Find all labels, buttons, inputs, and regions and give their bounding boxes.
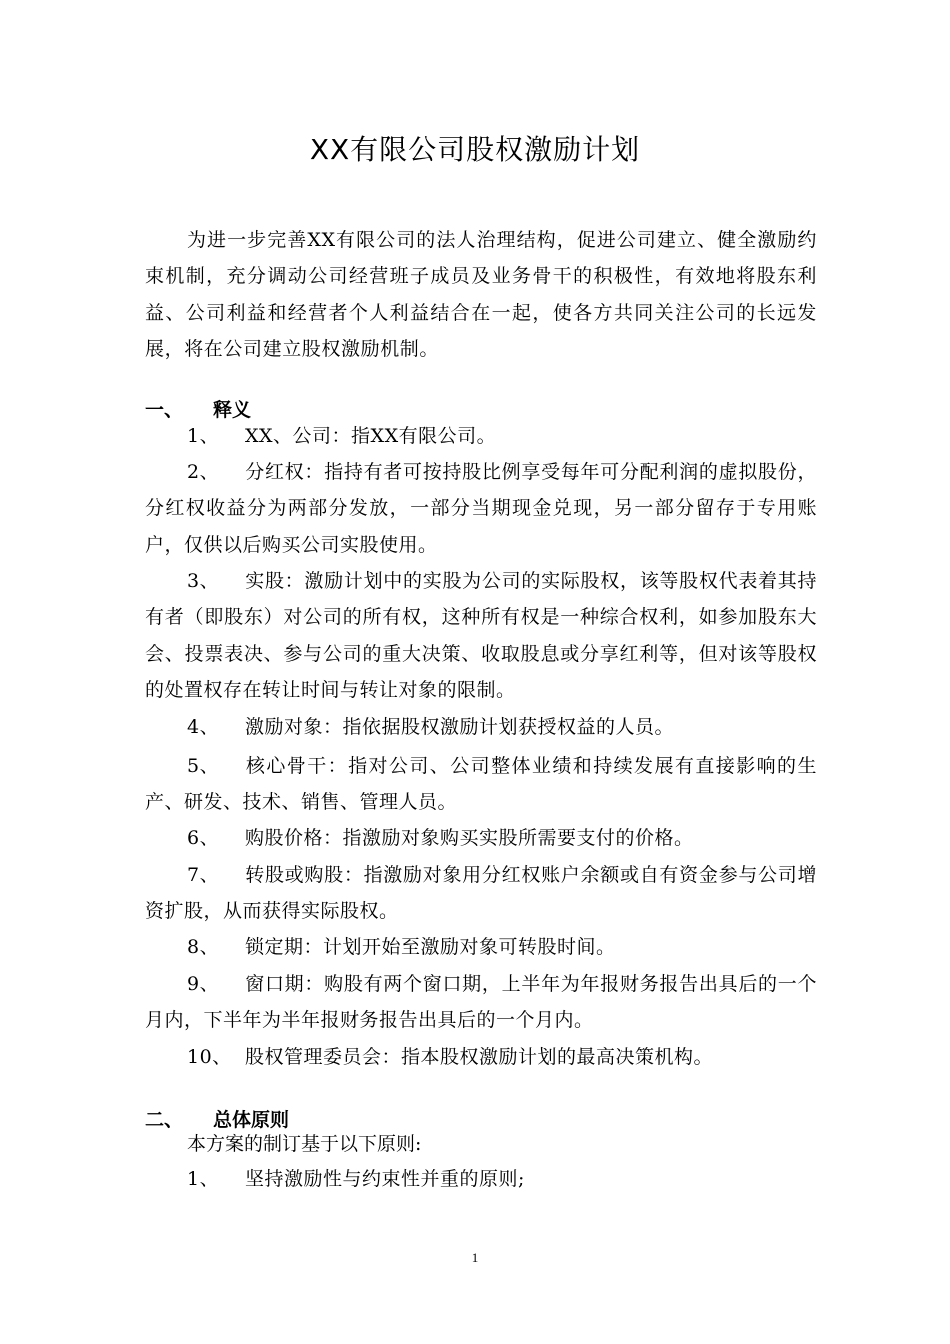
list-item (145, 418, 817, 454)
item-text: XX、公司：指XX有限公司。 (245, 425, 497, 447)
list-item (145, 929, 817, 965)
list-item (145, 857, 817, 930)
list-item (145, 1161, 817, 1197)
list-item (145, 748, 817, 821)
item-text: 分红权：指持有者可按持股比例享受每年可分配利润的虚拟股份，分红权收益分为两部分发放，一部分当期现金兑现，另一部分留存于专用账户，仅供以后购买公司实股使用。 (145, 461, 817, 556)
item-text: 转股或购股：指激励对象用分红权账户余额或自有资金参与公司增资扩股，从而获得实际股权。 (145, 864, 817, 923)
list-item (145, 820, 817, 856)
list-item (145, 454, 817, 563)
list-item (145, 709, 817, 745)
intro-paragraph: 为进一步完善XX有限公司的法人治理结构，促进公司建立、健全激励约束机制，充分调动公司经营班子成员及业务骨干的积极性，有效地将股东利益、公司利益和经营者个人利益结合在一起，使各方共同关注公司的长远发展，将在公司建立股权激励机制。 (145, 229, 817, 360)
item-number: 10、 (187, 1046, 232, 1068)
item-text: 激励对象：指依据股权激励计划获授权益的人员。 (245, 716, 675, 738)
section-title: 释义 (213, 399, 252, 421)
item-text: 核心骨干：指对公司、公司整体业绩和持续发展有直接影响的生产、研发、技术、销售、管理人员。 (145, 755, 817, 814)
section-lead-text: 本方案的制订基于以下原则: (187, 1133, 422, 1155)
item-text: 购股价格：指激励对象购买实股所需要支付的价格。 (245, 827, 694, 849)
item-number: 7、 (187, 864, 220, 886)
item-number: 4、 (187, 716, 220, 738)
item-text: 锁定期：计划开始至激励对象可转股时间。 (245, 936, 616, 958)
item-number: 8、 (187, 936, 220, 958)
item-number: 6、 (187, 827, 220, 849)
item-number: 3、 (187, 570, 220, 592)
section-number: 一、 (145, 399, 184, 421)
section-heading-2 (145, 1107, 289, 1133)
item-text: 股权管理委员会：指本股权激励计划的最高决策机构。 (245, 1046, 714, 1068)
item-number: 1、 (187, 1168, 220, 1190)
item-text: 窗口期：购股有两个窗口期，上半年为年报财务报告出具后的一个月内，下半年为半年报财务报告出具后的一个月内。 (145, 973, 817, 1032)
page-number: 1 (471, 1250, 479, 1265)
item-number: 1、 (187, 425, 220, 447)
section-number: 二、 (145, 1109, 184, 1131)
list-item (145, 966, 817, 1039)
document-title: XX有限公司股权激励计划 (309, 133, 641, 166)
item-number: 2、 (187, 461, 220, 483)
item-number: 9、 (187, 973, 220, 995)
section-title: 总体原则 (213, 1109, 290, 1131)
item-text: 实股：激励计划中的实股为公司的实际股权，该等股权代表着其持有者（即股东）对公司的所有权，这种所有权是一种综合权利，如参加股东大会、投票表决、参与公司的重大决策、收取股息或分享红利等，但对该等股权的处置权存在转让时间与转让对象的限制。 (145, 570, 817, 701)
list-item (145, 563, 817, 708)
list-item (145, 1039, 817, 1075)
item-number: 5、 (187, 755, 220, 777)
item-text: 坚持激励性与约束性并重的原则; (245, 1168, 525, 1190)
